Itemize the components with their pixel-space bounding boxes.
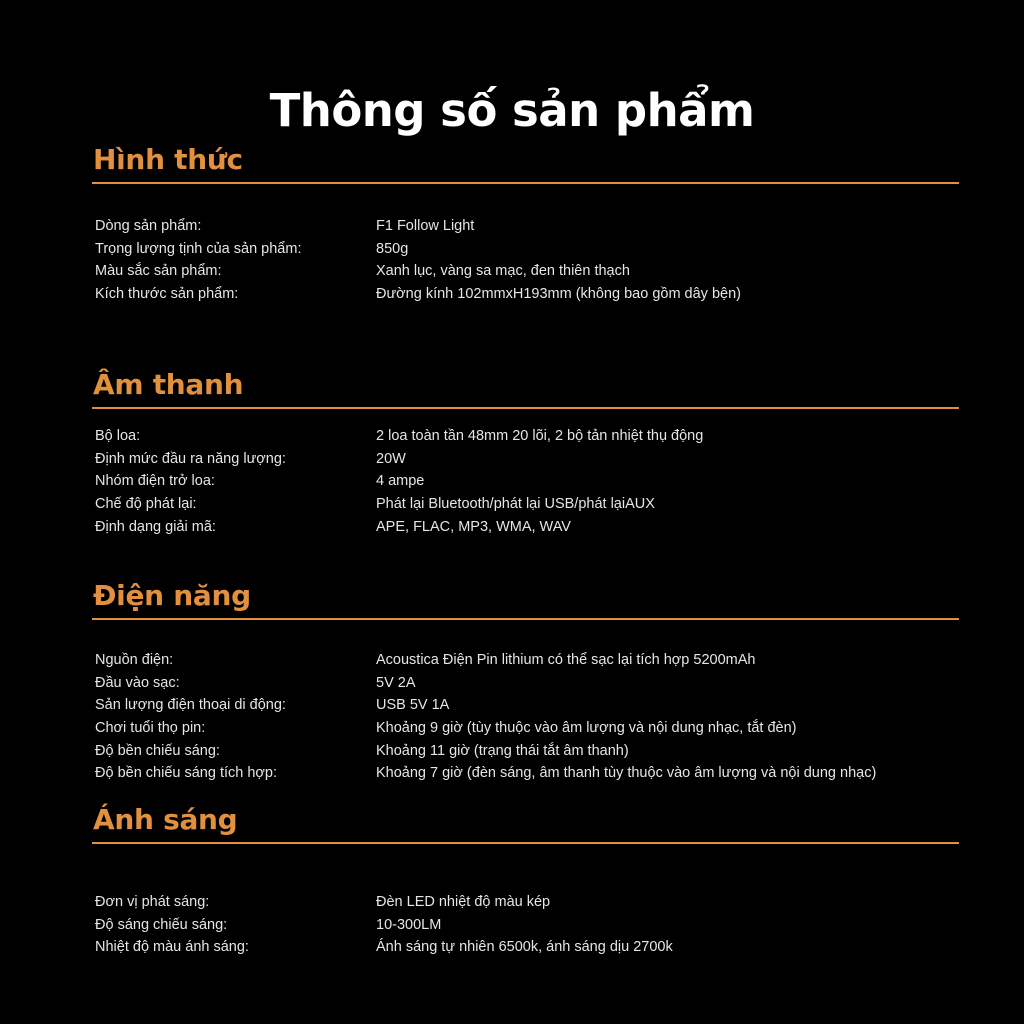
spec-row (95, 425, 703, 448)
spec-value: 850g (376, 240, 409, 257)
section-title: Âm thanh (93, 368, 244, 401)
section-lighting (92, 801, 959, 956)
spec-label: Đơn vị phát sáng: (95, 894, 210, 911)
spec-value: USB 5V 1A (376, 697, 450, 714)
spec-value: Khoảng 9 giờ (tùy thuộc vào âm lượng và nội dung nhạc, tắt đèn) (376, 720, 797, 737)
spec-label: Dòng sản phẩm: (95, 218, 202, 235)
section-divider (92, 182, 959, 184)
page-title: Thông số sản phẩm (269, 84, 755, 138)
spec-label: Đầu vào sạc: (95, 674, 180, 691)
spec-value: Đèn LED nhiệt độ màu kép (376, 894, 551, 911)
spec-value: 5V 2A (376, 674, 416, 691)
spec-label: Chơi tuổi thọ pin: (95, 720, 206, 737)
spec-value: Khoảng 7 giờ (đèn sáng, âm thanh tùy thuộc vào âm lượng và nội dung nhạc) (376, 765, 877, 782)
section-appearance (92, 141, 959, 303)
spec-list (95, 215, 741, 305)
spec-label: Độ bền chiếu sáng tích hợp: (95, 765, 278, 782)
spec-row (95, 762, 876, 785)
spec-value: APE, FLAC, MP3, WMA, WAV (376, 518, 571, 535)
section-divider (92, 618, 959, 620)
spec-list (95, 425, 703, 538)
spec-row (95, 260, 741, 283)
spec-label: Sản lượng điện thoại di động: (95, 697, 286, 714)
section-power (92, 577, 959, 782)
spec-label: Chế độ phát lại: (95, 496, 197, 513)
spec-label: Kích thước sản phẩm: (95, 286, 239, 303)
spec-value: Xanh lục, vàng sa mạc, đen thiên thạch (376, 263, 630, 280)
section-audio (92, 366, 959, 535)
spec-value: Ánh sáng tự nhiên 6500k, ánh sáng dịu 2700k (376, 939, 673, 956)
spec-label: Nhiệt độ màu ánh sáng: (95, 939, 249, 956)
spec-value: 2 loa toàn tần 48mm 20 lõi, 2 bộ tản nhiệt thụ động (376, 428, 704, 445)
spec-value: Đường kính 102mmxH193mm (không bao gồm dây bện) (376, 286, 741, 303)
spec-label: Định mức đầu ra năng lượng: (95, 450, 286, 467)
spec-value: 10-300LM (376, 916, 442, 933)
spec-row (95, 694, 876, 717)
spec-row (95, 283, 741, 306)
spec-row (95, 515, 703, 538)
spec-row (95, 649, 876, 672)
spec-value: 20W (376, 450, 406, 467)
spec-label: Độ sáng chiếu sáng: (95, 916, 228, 933)
spec-list (95, 649, 876, 785)
section-divider (92, 407, 959, 409)
spec-label: Bộ loa: (95, 428, 141, 445)
spec-value: Phát lại Bluetooth/phát lại USB/phát lạiAUX (376, 496, 655, 513)
spec-label: Định dạng giải mã: (95, 518, 216, 535)
spec-value: 4 ampe (376, 473, 425, 490)
spec-value: Acoustica Điện Pin lithium có thể sạc lại tích hợp 5200mAh (376, 652, 756, 669)
spec-row (95, 448, 703, 471)
spec-label: Màu sắc sản phẩm: (95, 263, 222, 280)
spec-label: Độ bền chiếu sáng: (95, 742, 220, 759)
spec-row (95, 672, 876, 695)
section-title: Ánh sáng (93, 803, 238, 836)
spec-label: Nguồn điện: (95, 652, 174, 669)
spec-row (95, 238, 741, 261)
spec-label: Nhóm điện trở loa: (95, 473, 215, 490)
spec-row (95, 914, 673, 937)
spec-row (95, 936, 673, 959)
spec-row (95, 891, 673, 914)
spec-row (95, 215, 741, 238)
spec-row (95, 493, 703, 516)
spec-row (95, 470, 703, 493)
section-divider (92, 842, 959, 844)
spec-list (95, 891, 673, 959)
section-title: Điện năng (93, 579, 251, 612)
section-title: Hình thức (93, 143, 243, 176)
spec-label: Trọng lượng tịnh của sản phẩm: (95, 240, 302, 257)
spec-value: Khoảng 11 giờ (trạng thái tắt âm thanh) (376, 742, 629, 759)
spec-value: F1 Follow Light (376, 218, 475, 235)
spec-row (95, 739, 876, 762)
spec-row (95, 717, 876, 740)
